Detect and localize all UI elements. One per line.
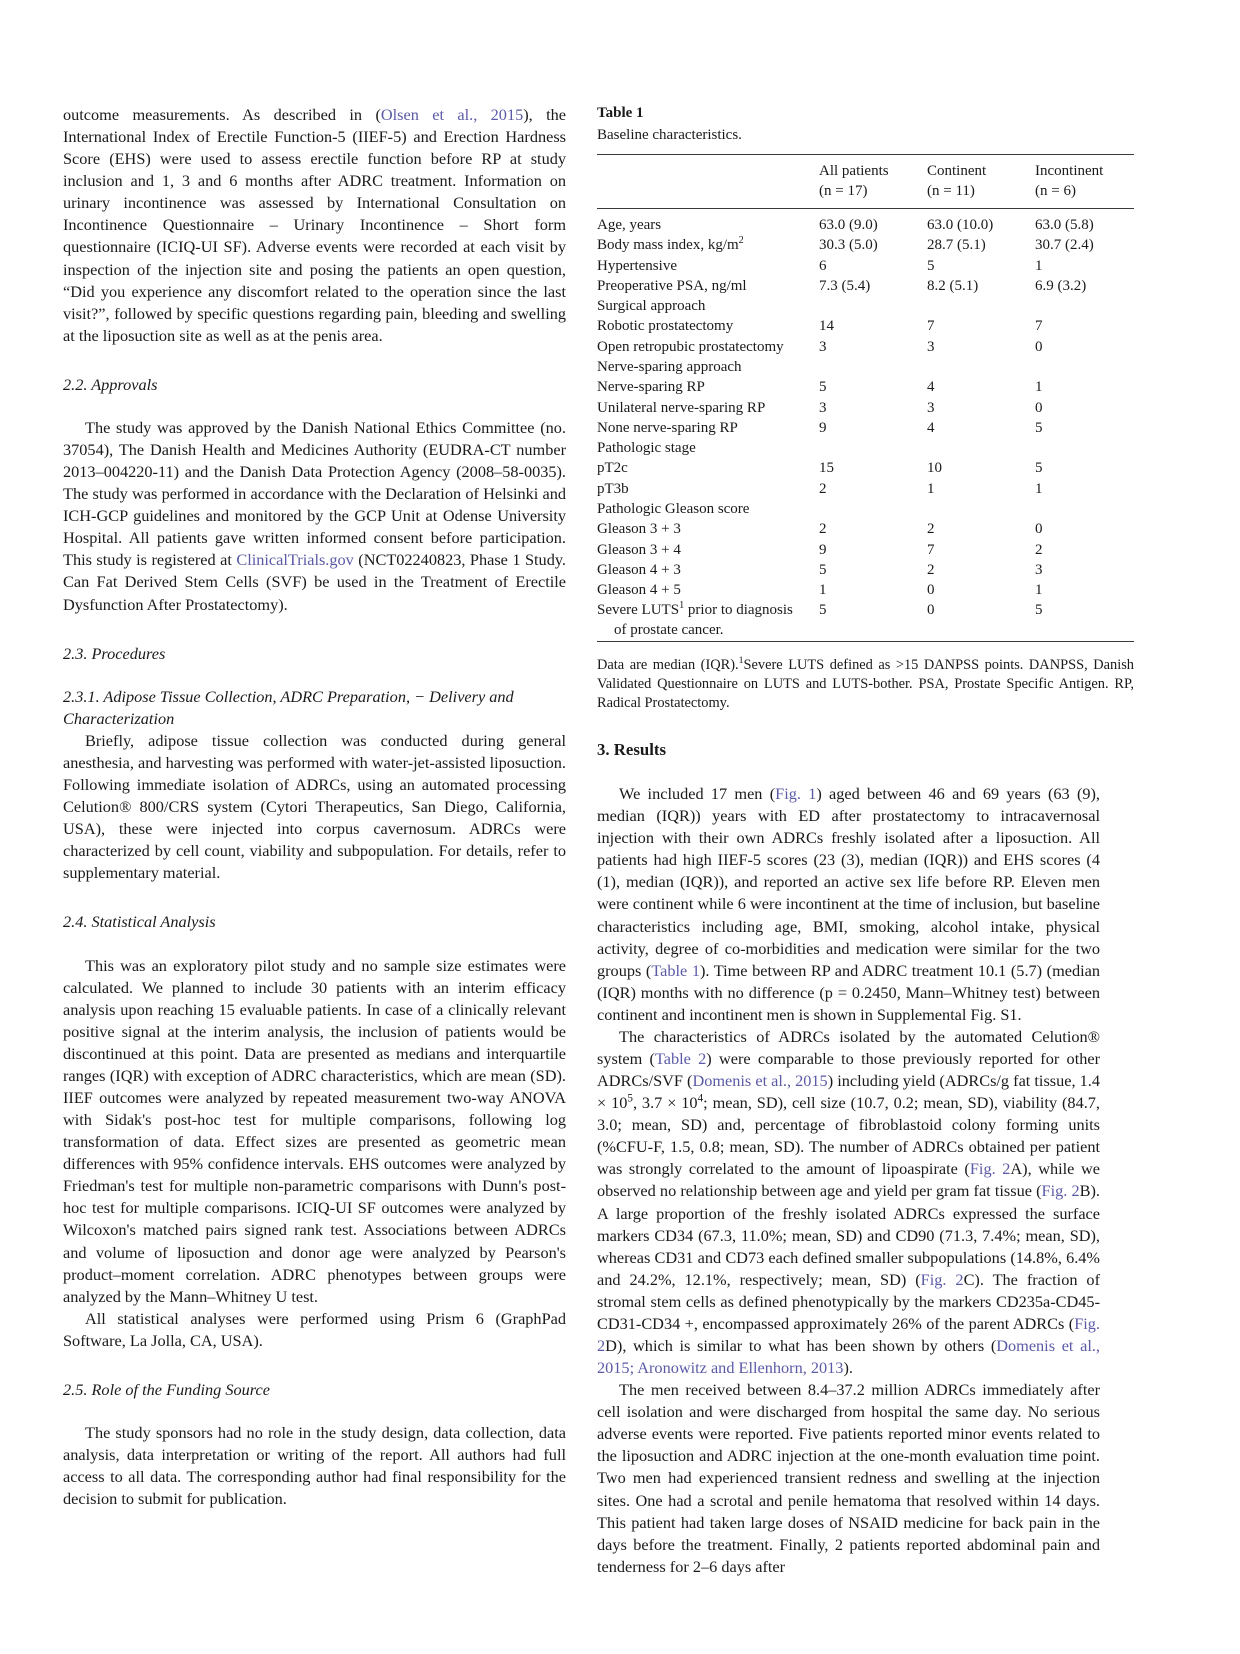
row-value: [927, 358, 1035, 378]
table-row: [597, 459, 1134, 479]
row-value: 5: [927, 257, 935, 274]
figure-2a-link[interactable]: Fig. 2: [969, 1159, 1011, 1179]
row-value: 0: [927, 582, 935, 599]
table-footnote: [597, 656, 1134, 712]
row-value: 30.7 (2.4): [1035, 237, 1094, 254]
row-label-severe-luts: Severe LUTS$^1$ prior to diagnosis of prostate cancer.: [597, 601, 819, 641]
row-value: 3: [927, 399, 935, 416]
row-label-superscript: 1: [679, 600, 685, 612]
row-value: [1035, 439, 1134, 459]
row-value: 2: [1035, 541, 1043, 558]
table-row: [597, 209, 1134, 236]
row-value: 2: [927, 561, 935, 578]
row-value: 6.9 (3.2): [1035, 277, 1087, 294]
row-value: 1: [1035, 582, 1043, 599]
row-value: 4: [927, 379, 935, 396]
row-label: pT3b: [597, 480, 629, 497]
row-value: [1035, 297, 1134, 317]
row-label: Age, years: [597, 209, 819, 236]
row-label: Nerve-sparing approach: [597, 358, 742, 375]
header-all-patients-line2: (n = 17): [819, 182, 868, 199]
results-2-b: ) were comparable to those previously reported for other ADRCs/SVF (: [597, 1048, 1101, 1091]
table-row: [597, 520, 1134, 540]
row-value: 3: [1035, 561, 1043, 578]
row-label: Hypertensive: [597, 257, 677, 274]
row-value: 28.7 (5.1): [927, 237, 986, 254]
table-row: [597, 479, 1134, 499]
row-value: 6: [819, 257, 827, 274]
table-row: [597, 378, 1134, 398]
row-value: 3: [819, 399, 827, 416]
row-value: 63.0 (5.8): [1035, 209, 1134, 236]
left-column: [63, 104, 566, 1510]
results-2-a: The characteristics of ADRCs isolated by the automated Celution® system (: [597, 1026, 1100, 1068]
table-row: [597, 276, 1134, 296]
row-value: [819, 439, 927, 459]
row-value: 30.3 (5.0): [819, 237, 878, 254]
row-value: 7: [927, 318, 935, 335]
row-label: Unilateral nerve-sparing RP: [597, 399, 766, 416]
row-value: 0: [1035, 399, 1043, 416]
row-value: 1: [1035, 379, 1043, 396]
results-2-d: , 3.7 × 10: [632, 1093, 698, 1113]
row-label: Pathologic stage: [597, 440, 696, 457]
row-value: 5: [1035, 419, 1043, 436]
exponent-4: 4: [697, 1092, 704, 1105]
section-heading-procedures: 2.3. Procedures: [63, 643, 166, 663]
table-row: [597, 500, 1134, 520]
row-value: 2: [819, 521, 827, 538]
citation-link-olsen[interactable]: Olsen et al., 2015: [380, 105, 524, 124]
table-row: [597, 439, 1134, 459]
table-1-link[interactable]: Table 1: [651, 960, 700, 980]
table-2-link[interactable]: Table 2: [654, 1048, 707, 1068]
table-row: [597, 317, 1134, 337]
results-2-c: ) including yield (ADRCs/g fat tissue, 1.4 × 10: [597, 1071, 1100, 1113]
table-caption: Baseline characteristics.: [597, 126, 742, 143]
row-value: 14: [819, 318, 834, 335]
row-value: [1035, 358, 1134, 378]
row-value: [819, 500, 927, 520]
table-row: [597, 256, 1134, 276]
header-cell-incontinent: [1035, 155, 1134, 209]
row-value: [819, 358, 927, 378]
table-row: [597, 418, 1134, 438]
figure-2b-link[interactable]: Fig. 2: [1041, 1181, 1080, 1201]
results-2-j: ).: [843, 1358, 853, 1378]
paragraph-results-3: The men received between 8.4–37.2 million ADRCs immediately after cell isolation and were discharged from hospital the same day. No serious adverse events were reported. Five patients reported minor events related to the liposuction and ADRC injection at the one-month evaluation time point. Two men had experienced transient redness and swelling at the injection sites. One had a scrotal and penile hematoma that resolved within 14 days. This patient had taken large doses of NSAID medicine for back pain in the days before the treatment. Finally, 2 patients reported abdominal pain and tenderness for 2–6 days after: [597, 1380, 1100, 1576]
header-continent-line1: Continent: [927, 163, 987, 179]
table-row: [597, 560, 1134, 580]
row-value: 3: [927, 338, 935, 355]
row-value: 15: [819, 460, 834, 477]
row-value: [927, 439, 1035, 459]
table-header-row: [597, 155, 1134, 209]
row-label: Pathologic Gleason score: [597, 500, 750, 517]
table-number: Table 1: [597, 105, 644, 121]
row-value: 5: [819, 602, 827, 619]
table-row: [597, 337, 1134, 357]
row-value: 3: [819, 338, 827, 355]
results-2-i: D), which is similar to what has been shown by others (: [605, 1335, 997, 1355]
row-value: [1035, 500, 1134, 520]
row-value: 7: [927, 541, 935, 558]
paragraph-results-2: [597, 1026, 1100, 1379]
header-all-patients-line1: All patients: [819, 163, 889, 179]
footnote-marker: 1: [738, 655, 744, 667]
citation-link-domenis-1[interactable]: Domenis et al., 2015: [692, 1071, 828, 1091]
table-row: [597, 358, 1134, 378]
row-value: [819, 297, 927, 317]
table-row: [597, 236, 1134, 256]
table-row-severe-luts: [597, 601, 1134, 641]
clinicaltrials-link[interactable]: ClinicalTrials.gov: [236, 550, 354, 570]
rule-cell: [1035, 641, 1134, 649]
figure-2d-link[interactable]: Fig. 2: [597, 1313, 1100, 1355]
table-1-block: [597, 104, 1134, 712]
rule-cell: [927, 641, 1035, 649]
section-heading-adipose-tissue: 2.3.1. Adipose Tissue Collection, ADRC Preparation, − Delivery and Characterization: [63, 686, 514, 728]
table-bottom-rule: [597, 641, 1134, 649]
row-value: 5: [819, 561, 827, 578]
row-label: Open retropubic prostatectomy: [597, 338, 784, 355]
table-row: [597, 398, 1134, 418]
approvals-text-pre: The study was approved by the Danish National Ethics Committee (no. 37054), The Danish Health and Medicines Authority (EUDRA-CT number 2013–004220-11) and the Danish Data Protection Agency (2008–58-0035). The study was performed in accordance with the Declaration of Helsinki and ICH-GCP guidelines and monitored by the GCP Unit at Odense University Hospital. All patients gave written informed consent before participation. This study is registered at: [63, 417, 566, 570]
row-value: 9: [819, 541, 827, 558]
section-heading-results: 3. Results: [597, 740, 666, 760]
footnote-pre: Data are median (IQR).: [597, 657, 739, 674]
row-value: 7.3 (5.4): [819, 277, 871, 294]
paragraph-approvals: [63, 417, 566, 616]
row-value: [927, 500, 1035, 520]
row-label: Preoperative PSA, ng/ml: [597, 277, 747, 294]
row-value: 5: [819, 379, 827, 396]
paragraph-adipose-tissue: Briefly, adipose tissue collection was conducted during general anesthesia, and harvesting was performed with water-jet-assisted liposuction. Following immediate isolation of ADRCs, using an automated processing Celution® 800/CRS system (Cytori Therapeutics, San Diego, California, USA), these were injected into corpus cavernosum. ADRCs were characterized by cell count, viability and subpopulation. For details, refer to supplementary material.: [63, 730, 566, 883]
row-value: 2: [927, 521, 935, 538]
header-cell-blank: [597, 155, 819, 209]
figure-1-link[interactable]: Fig. 1: [775, 784, 817, 804]
paragraph-continuation: outcome measurements. As described in (Olsen et al., 2015), the International Index of Erectile Function-5 (IIEF-5) and Erection Hardness Score (EHS) were used to assess erectile function before RP at study inclusion and 1, 3 and 6 months after ADRC treatment. Information on urinary incontinence was assessed by International Consultation on Incontinence Questionnaire – Urinary Incontinence – Short form questionnaire (ICIQ-UI SF). Adverse events were recorded at each visit by inspection of the injection site and posing the patients an open question, “Did you experience any discomfort related to the operation since the last visit?”, followed by specific questions regarding pain, bleeding and swelling at the liposuction site as well as at the penis area.: [63, 105, 567, 345]
results-1-c: ). Time between RP and ADRC treatment 10.1 (5.7) (median (IQR) months with no difference (p = 0.2450, Mann–Whitney test) between continent and incontinent men is shown in Supplemental Fig. S1.: [597, 960, 1101, 1024]
exponent-5: 5: [627, 1092, 633, 1105]
section-heading-approvals: 2.2. Approvals: [63, 374, 158, 394]
row-value: 1: [819, 582, 827, 599]
row-value: 1: [1035, 480, 1043, 497]
row-label: pT2c: [597, 460, 628, 477]
row-label-severe-luts-line2: of prostate cancer.: [614, 621, 724, 638]
row-value: 0: [1035, 338, 1043, 355]
paragraph-results-1: [597, 783, 1100, 1026]
row-label: None nerve-sparing RP: [597, 419, 738, 436]
row-label: Body mass index, $kg/m^2$: [597, 235, 744, 254]
row-value: 2: [819, 480, 827, 497]
row-value: 10: [927, 460, 942, 477]
section-heading-funding-source: 2.5. Role of the Funding Source: [63, 1379, 270, 1399]
footnote-post: Severe LUTS defined as >15 DANPSS points. DANPSS, Danish Validated Questionnaire on LUTS and LUTS-bother. PSA, Prostate Specific Antigen. RP, Radical Prostatectomy.: [597, 657, 1134, 711]
paragraph-statistics-2: All statistical analyses were performed using Prism 6 (GraphPad Software, La Jolla, CA, USA).: [63, 1308, 566, 1350]
row-label-superscript: 2: [738, 235, 744, 247]
results-2-g: B). A large proportion of the freshly isolated ADRCs expressed the surface markers CD34 (67.3, 11.0%; mean, SD) and CD90 (71.3, 7.4%; mean, SD), whereas CD31 and CD73 each defined smaller subpopulations (14.8%, 6.4% and 24.2%, 12.1%, respectively; mean, SD) (: [597, 1181, 1100, 1289]
row-value: 7: [1035, 318, 1043, 335]
row-value: 4: [927, 419, 935, 436]
figure-2c-link[interactable]: Fig. 2: [920, 1269, 964, 1289]
right-column: [597, 104, 1134, 1578]
results-1-b: ) aged between 46 and 69 years (63 (9), median (IQR)) years with ED after prostatectomy to intracavernosal injection with their own ADRCs freshly isolated after a liposuction. All patients had high IIEF-5 scores (23 (3), median (IQR)) and EHS scores (4 (1), median (IQR)), and reported an active sex life before RP. Eleven men were continent while 6 were incontinent at the time of inclusion, but baseline characteristics including age, BMI, smoking, alcohol intake, physical activity, degree of co-morbidities and medication were similar for the two groups (: [597, 784, 1101, 980]
table-row: [597, 581, 1134, 601]
row-label: Gleason 4 + 5: [597, 582, 681, 599]
table-row: [597, 297, 1134, 317]
results-1-a: We included 17 men (: [619, 784, 776, 804]
row-label: Gleason 3 + 4: [597, 541, 681, 558]
results-2-h: C). The fraction of stromal stem cells as defined phenotypically by the markers CD235a-CD45-CD31-CD34 +, encompassed approximately 26% of the parent ADRCs (: [597, 1269, 1100, 1333]
header-continent-line2: (n = 11): [927, 182, 975, 199]
row-label: Surgical approach: [597, 298, 706, 315]
approvals-text-post: (NCT02240823, Phase 1 Study. Can Fat Derived Stem Cells (SVF) be used in the Treatment of Erectile Dysfunction After Prostatectomy).: [63, 550, 566, 614]
results-2-e: ; mean, SD), cell size (10.7, 0.2; mean, SD), viability (84.7, 3.0; mean, SD) and, percentage of fibroblastoid colony forming units (%CFU-F, 1.5, 0.8; mean, SD). The number of ADRCs obtained per patient was strongly correlated to the amount of lipoaspirate (: [597, 1093, 1100, 1179]
rule-cell: [819, 641, 927, 649]
header-cell-all-patients: [819, 155, 927, 209]
row-value: 0: [927, 602, 935, 619]
section-heading-statistical-analysis: 2.4. Statistical Analysis: [63, 912, 216, 932]
row-value: 1: [1035, 257, 1043, 274]
row-label: Nerve-sparing RP: [597, 379, 705, 396]
header-incontinent-line1: Incontinent: [1035, 163, 1104, 179]
header-incontinent-line2: (n = 6): [1035, 182, 1076, 199]
row-label: Gleason 3 + 3: [597, 521, 681, 538]
row-value: 1: [927, 480, 935, 497]
row-value: 5: [1035, 602, 1043, 619]
table-row: [597, 540, 1134, 560]
row-value: 9: [819, 419, 827, 436]
citation-link-domenis-aronowitz[interactable]: Domenis et al., 2015; Aronowitz and Ellenhorn, 2013: [597, 1335, 1100, 1378]
row-label: Robotic prostatectomy: [597, 318, 734, 335]
row-value: 8.2 (5.1): [927, 277, 979, 294]
row-value: 0: [1035, 521, 1043, 538]
baseline-characteristics-table: [597, 154, 1134, 649]
rule-cell: [597, 641, 819, 649]
results-2-f: A), while we observed no relationship between age and yield per gram fat tissue (: [597, 1159, 1100, 1201]
row-value: 5: [1035, 460, 1043, 477]
paragraph-funding-source: The study sponsors had no role in the study design, data collection, data analysis, data interpretation or writing of the report. All authors had full access to all data. The corresponding author had final responsibility for the decision to submit for publication.: [63, 1422, 566, 1509]
row-label: Gleason 4 + 3: [597, 561, 681, 578]
header-cell-continent: [927, 155, 1035, 209]
paragraph-statistics-1: This was an exploratory pilot study and no sample size estimates were calculated. We planned to include 30 patients with an interim efficacy analysis upon reaching 15 evaluable patients. In case of a clinically relevant positive signal at the interim analysis, the inclusion of patients would be discontinued at this point. Data are presented as medians and interquartile ranges (IQR) with exception of ADRC characteristics, which are mean (SD). IIEF outcomes were analyzed by repeated measurement two-way ANOVA with Sidak's post-hoc test for multiple comparisons, following log transformation of data. Effect sizes are presented as geometric mean differences with 95% confidence intervals. EHS outcomes were analyzed by Friedman's test for multiple non-parametric comparisons with Dunn's post-hoc test for multiple comparisons. ICIQ-UI SF outcomes were analyzed by Wilcoxon's matched pairs signed rank test. Associations between ADRCs and volume of liposuction and donor age were analyzed by Pearson's product–moment correlation. ADRC phenotypes between groups were analyzed by the Mann–Whitney U test.: [63, 955, 566, 1306]
row-value: 63.0 (9.0): [819, 209, 927, 236]
table-body: [597, 209, 1134, 650]
table-header: [597, 155, 1134, 209]
row-value: 63.0 (10.0): [927, 209, 1035, 236]
row-value: [927, 297, 1035, 317]
